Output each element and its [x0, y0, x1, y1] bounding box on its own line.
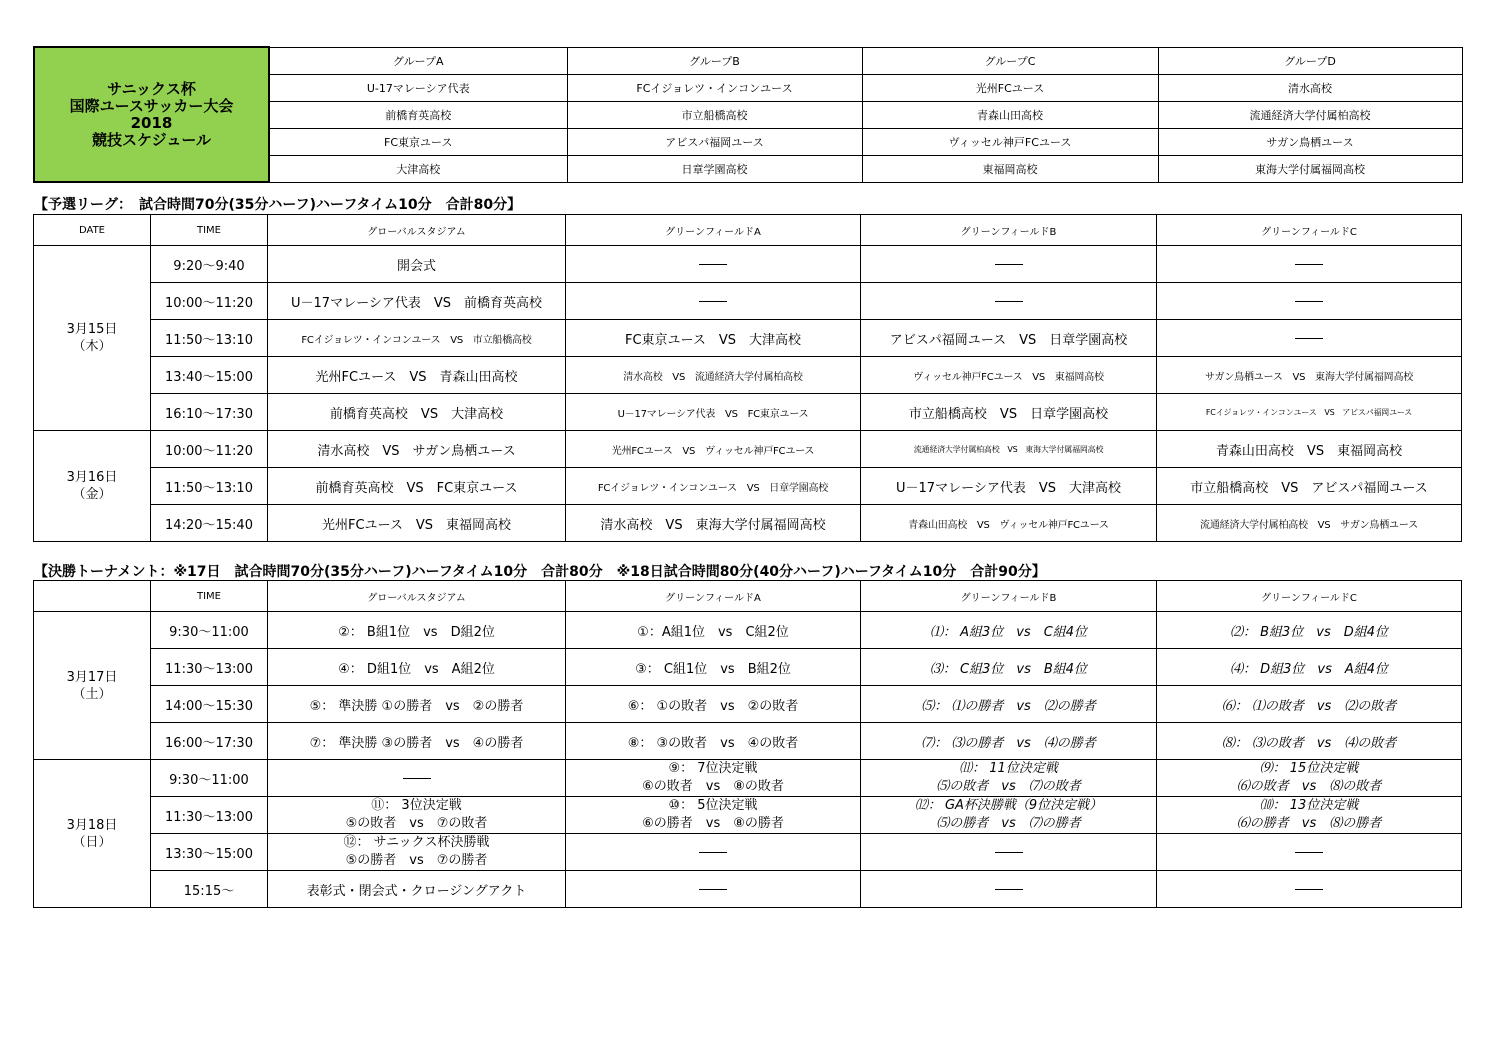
time-cell: 11:50～13:10	[151, 320, 268, 357]
match-cell: ⑨： 7位決定戦 ⑥の敗者 vs ⑧の敗者	[566, 760, 861, 797]
team-cell: アビスパ福岡ユース	[567, 128, 862, 155]
team-cell: ヴィッセル神戸FCユース	[862, 128, 1158, 155]
match-cell: ④： D組1位 vs A組2位	[268, 649, 566, 686]
header-cell: グローバルスタジアム	[268, 215, 566, 246]
match-row	[34, 612, 1462, 649]
match-cell: 光州FCユース VS ヴィッセル神戸FCユース	[566, 431, 861, 468]
match-cell: FCイジョレツ・インコンユース VS 日章学園高校	[566, 468, 861, 505]
empty-slot	[1157, 283, 1462, 320]
final-header-row	[34, 581, 1462, 612]
empty-slot	[566, 871, 861, 908]
team-cell: 光州FCユース	[862, 74, 1158, 101]
time-cell: 11:50～13:10	[151, 468, 268, 505]
match-cell: U－17マレーシア代表 VS FC東京ユース	[566, 394, 861, 431]
empty-slot	[1157, 834, 1462, 871]
match-cell: ⑩： 5位決定戦 ⑥の勝者 vs ⑧の勝者	[566, 797, 861, 834]
match-row	[34, 649, 1462, 686]
match-cell: ⑤： 準決勝 ①の勝者 vs ②の勝者	[268, 686, 566, 723]
match-cell: 表彰式・閉会式・クロージングアクト	[268, 871, 566, 908]
match-cell: 開会式	[268, 246, 566, 283]
time-cell: 10:00～11:20	[151, 431, 268, 468]
header-cell: グリーンフィールドB	[861, 581, 1157, 612]
prelim-section-title: 【予選リーグ： 試合時間70分(35分ハーフ)ハーフタイム10分 合計80分】	[34, 197, 522, 213]
team-cell: 大津高校	[269, 155, 567, 182]
team-cell: U-17マレーシア代表	[269, 74, 567, 101]
group-header: グループA	[269, 47, 567, 74]
match-row	[34, 505, 1462, 542]
header-cell: グリーンフィールドB	[861, 215, 1157, 246]
match-cell: U－17マレーシア代表 VS 大津高校	[861, 468, 1157, 505]
date-cell: 3月16日 （金）	[34, 431, 151, 542]
match-row	[34, 871, 1462, 908]
match-cell: ⑷： D組3位 vs A組4位	[1157, 649, 1462, 686]
match-cell: ⑾： 11位決定戦 ⑸の敗者 vs ⑺の敗者	[861, 760, 1157, 797]
match-cell: ⑹： ⑴の敗者 vs ⑵の敗者	[1157, 686, 1462, 723]
header-cell: グローバルスタジアム	[268, 581, 566, 612]
time-cell: 14:20～15:40	[151, 505, 268, 542]
match-cell: ⑵： B組3位 vs D組4位	[1157, 612, 1462, 649]
empty-slot	[861, 834, 1157, 871]
time-cell: 11:30～13:00	[151, 797, 268, 834]
match-cell: 流通経済大学付属柏高校 VS 東海大学付属福岡高校	[861, 431, 1157, 468]
match-row	[34, 431, 1462, 468]
match-cell: 市立船橋高校 VS アビスパ福岡ユース	[1157, 468, 1462, 505]
match-cell: 清水高校 VS サガン鳥栖ユース	[268, 431, 566, 468]
match-cell: ⑦： 準決勝 ③の勝者 vs ④の勝者	[268, 723, 566, 760]
match-row	[34, 760, 1462, 797]
match-cell: 前橋育英高校 VS FC東京ユース	[268, 468, 566, 505]
header-cell: TIME	[151, 215, 268, 246]
match-cell: ⑫： サニックス杯決勝戦 ⑤の勝者 vs ⑦の勝者	[268, 834, 566, 871]
empty-slot	[861, 246, 1157, 283]
match-cell: 青森山田高校 VS 東福岡高校	[1157, 431, 1462, 468]
match-row	[34, 834, 1462, 871]
empty-slot	[566, 834, 861, 871]
match-cell: ⑪： 3位決定戦 ⑤の敗者 vs ⑦の敗者	[268, 797, 566, 834]
empty-slot	[1157, 320, 1462, 357]
match-cell: ①：A組1位 vs C組2位	[566, 612, 861, 649]
match-row	[34, 686, 1462, 723]
match-cell: ⑸： ⑴の勝者 vs ⑵の勝者	[861, 686, 1157, 723]
team-cell: 前橋育英高校	[269, 101, 567, 128]
date-cell: 3月17日 （土）	[34, 612, 151, 760]
header-cell: グリーンフィールドA	[566, 215, 861, 246]
match-cell: ③： C組1位 vs B組2位	[566, 649, 861, 686]
match-cell: 清水高校 VS 東海大学付属福岡高校	[566, 505, 861, 542]
team-cell: サガン鳥栖ユース	[1158, 128, 1462, 155]
empty-slot	[861, 283, 1157, 320]
team-cell: 流通経済大学付属柏高校	[1158, 101, 1462, 128]
match-cell: ⑥： ①の敗者 vs ②の敗者	[566, 686, 861, 723]
match-cell: ⑻： ⑶の敗者 vs ⑷の敗者	[1157, 723, 1462, 760]
match-cell: 光州FCユース VS 東福岡高校	[268, 505, 566, 542]
time-cell: 13:40～15:00	[151, 357, 268, 394]
team-cell: FC東京ユース	[269, 128, 567, 155]
match-cell: アビスパ福岡ユース VS 日章学園高校	[861, 320, 1157, 357]
time-cell: 9:30～11:00	[151, 612, 268, 649]
empty-slot	[1157, 246, 1462, 283]
time-cell: 9:30～11:00	[151, 760, 268, 797]
empty-slot	[1157, 871, 1462, 908]
match-cell: 光州FCユース VS 青森山田高校	[268, 357, 566, 394]
empty-slot	[268, 760, 566, 797]
header-cell: グリーンフィールドC	[1157, 581, 1462, 612]
time-cell: 16:10～17:30	[151, 394, 268, 431]
match-cell: U－17マレーシア代表 VS 前橋育英高校	[268, 283, 566, 320]
match-row	[34, 468, 1462, 505]
final-table	[33, 580, 1462, 908]
team-cell: 市立船橋高校	[567, 101, 862, 128]
date-cell: 3月18日 （日）	[34, 760, 151, 908]
header-cell	[34, 581, 151, 612]
match-row	[34, 320, 1462, 357]
match-row	[34, 283, 1462, 320]
header-cell: DATE	[34, 215, 151, 246]
match-cell: ⑴： A組3位 vs C組4位	[861, 612, 1157, 649]
final-section-title: 【決勝トーナメント：※17日 試合時間70分(35分ハーフ)ハーフタイム10分 合計80分 ※18日試合時間80分(40分ハーフ)ハーフタイム10分 合計90分】	[34, 564, 1046, 580]
header-cell: TIME	[151, 581, 268, 612]
match-row	[34, 394, 1462, 431]
match-cell: サガン鳥栖ユース VS 東海大学付属福岡高校	[1157, 357, 1462, 394]
match-cell: ⑺： ⑶の勝者 vs ⑷の勝者	[861, 723, 1157, 760]
time-cell: 16:00～17:30	[151, 723, 268, 760]
team-cell: 東福岡高校	[862, 155, 1158, 182]
empty-slot	[566, 246, 861, 283]
match-cell: 清水高校 VS 流通経済大学付属柏高校	[566, 357, 861, 394]
match-cell: 流通経済大学付属柏高校 VS サガン鳥栖ユース	[1157, 505, 1462, 542]
group-header: グループC	[862, 47, 1158, 74]
match-cell: FC東京ユース VS 大津高校	[566, 320, 861, 357]
time-cell: 9:20～9:40	[151, 246, 268, 283]
match-row	[34, 246, 1462, 283]
group-header: グループB	[567, 47, 862, 74]
match-row	[34, 357, 1462, 394]
prelim-table	[33, 214, 1462, 542]
match-cell: 市立船橋高校 VS 日章学園高校	[861, 394, 1157, 431]
header-cell: グリーンフィールドC	[1157, 215, 1462, 246]
match-cell: ②： B組1位 vs D組2位	[268, 612, 566, 649]
time-cell: 15:15～	[151, 871, 268, 908]
match-cell: FCイジョレツ・インコンユース VS 市立船橋高校	[268, 320, 566, 357]
empty-slot	[566, 283, 861, 320]
time-cell: 13:30～15:00	[151, 834, 268, 871]
team-cell: FCイジョレツ・インコンユース	[567, 74, 862, 101]
match-row	[34, 797, 1462, 834]
time-cell: 14:00～15:30	[151, 686, 268, 723]
match-cell: ⑧： ③の敗者 vs ④の敗者	[566, 723, 861, 760]
match-row	[34, 723, 1462, 760]
match-cell: 前橋育英高校 VS 大津高校	[268, 394, 566, 431]
match-cell: 青森山田高校 VS ヴィッセル神戸FCユース	[861, 505, 1157, 542]
prelim-header-row	[34, 215, 1462, 246]
tournament-title: サニックス杯 国際ユースサッカー大会 2018 競技スケジュール	[34, 47, 269, 182]
team-cell: 青森山田高校	[862, 101, 1158, 128]
date-cell: 3月15日 （木）	[34, 246, 151, 431]
time-cell: 11:30～13:00	[151, 649, 268, 686]
group-header: グループD	[1158, 47, 1462, 74]
time-cell: 10:00～11:20	[151, 283, 268, 320]
team-cell: 日章学園高校	[567, 155, 862, 182]
team-cell: 清水高校	[1158, 74, 1462, 101]
team-cell: 東海大学付属福岡高校	[1158, 155, 1462, 182]
groups-table	[33, 46, 1463, 183]
match-cell: ⑶： C組3位 vs B組4位	[861, 649, 1157, 686]
match-cell: ⑼： 15位決定戦 ⑹の敗者 vs ⑻の敗者	[1157, 760, 1462, 797]
match-cell: FCイジョレツ・インコンユース VS アビスパ福岡ユース	[1157, 394, 1462, 431]
header-cell: グリーンフィールドA	[566, 581, 861, 612]
match-cell: ⑿： GA杯決勝戦（9位決定戦） ⑸の勝者 vs ⑺の勝者	[861, 797, 1157, 834]
match-cell: ⑽： 13位決定戦 ⑹の勝者 vs ⑻の勝者	[1157, 797, 1462, 834]
empty-slot	[861, 871, 1157, 908]
match-cell: ヴィッセル神戸FCユース VS 東福岡高校	[861, 357, 1157, 394]
